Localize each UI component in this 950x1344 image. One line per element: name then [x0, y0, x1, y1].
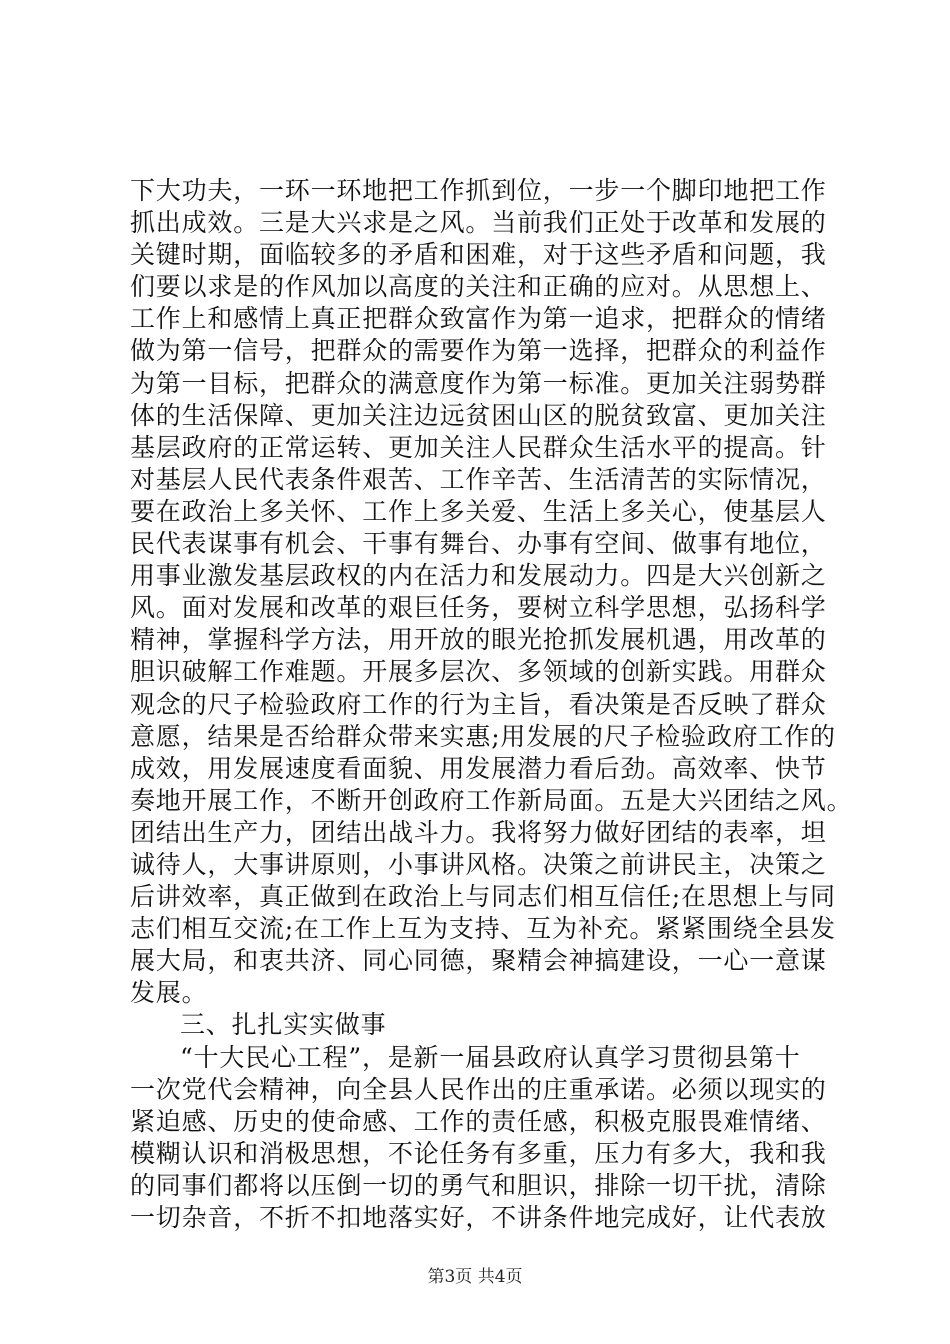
text-line: 成效，用发展速度看面貌、用发展潜力看后劲。高效率、快节 — [130, 753, 827, 783]
text-line: 为第一目标，把群众的满意度作为第一标准。更加关注弱势群 — [130, 368, 827, 398]
text-line: 紧迫感、历史的使命感、工作的责任感，积极克服畏难情绪、 — [130, 1106, 827, 1136]
text-line: 做为第一信号，把群众的需要作为第一选择，把群众的利益作 — [130, 336, 827, 366]
text-line: 基层政府的正常运转、更加关注人民群众生活水平的提高。针 — [130, 432, 827, 462]
text-line: 一次党代会精神，向全县人民作出的庄重承诺。必须以现实的 — [130, 1074, 827, 1104]
text-line: 要在政治上多关怀、工作上多关爱、生活上多关心，使基层人 — [130, 496, 827, 526]
text-line: 对基层人民代表条件艰苦、工作辛苦、生活清苦的实际情况， — [130, 464, 827, 494]
text-line: 展大局，和衷共济、同心同德，聚精会神搞建设，一心一意谋 — [130, 946, 827, 976]
text-line: 模糊认识和消极思想，不论任务有多重，压力有多大，我和我 — [130, 1138, 827, 1168]
text-line: “十大民心工程”，是新一届县政府认真学习贯彻县第十 — [180, 1042, 801, 1072]
text-line: 团结出生产力，团结出战斗力。我将努力做好团结的表率，坦 — [130, 817, 827, 847]
section-heading: 三、扎扎实实做事 — [180, 1010, 387, 1040]
text-line: 志们相互交流;在工作上互为支持、互为补充。紧紧围绕全县发 — [130, 914, 836, 944]
text-line: 工作上和感情上真正把群众致富作为第一追求，把群众的情绪 — [130, 304, 827, 334]
text-line: 精神，掌握科学方法，用开放的眼光抢抓发展机遇，用改革的 — [130, 625, 827, 655]
text-line: 意愿，结果是否给群众带来实惠;用发展的尺子检验政府工作的 — [130, 721, 836, 751]
text-line: 下大功夫，一环一环地把工作抓到位，一步一个脚印地把工作 — [130, 176, 827, 205]
text-line: 风。面对发展和改革的艰巨任务，要树立科学思想，弘扬科学 — [130, 593, 827, 623]
body-text — [130, 175, 853, 1234]
text-line: 们要以求是的作风加以高度的关注和正确的应对。从思想上、 — [130, 272, 827, 302]
text-line: 的同事们都将以压倒一切的勇气和胆识，排除一切干扰，清除 — [130, 1170, 827, 1200]
text-line: 观念的尺子检验政府工作的行为主旨，看决策是否反映了群众 — [130, 689, 827, 719]
text-line: 抓出成效。三是大兴求是之风。当前我们正处于改革和发展的 — [130, 208, 827, 238]
text-line: 体的生活保障、更加关注边远贫困山区的脱贫致富、更加关注 — [130, 400, 827, 430]
text-line: 奏地开展工作，不断开创政府工作新局面。五是大兴团结之风。 — [130, 785, 853, 815]
text-line: 关键时期，面临较多的矛盾和困难，对于这些矛盾和问题，我 — [130, 240, 827, 270]
text-line: 一切杂音，不折不扣地落实好，不讲条件地完成好，让代表放 — [130, 1203, 827, 1232]
text-line: 用事业激发基层政权的内在活力和发展动力。四是大兴创新之 — [130, 561, 827, 591]
text-line: 胆识破解工作难题。开展多层次、多领域的创新实践。用群众 — [130, 657, 827, 687]
text-line: 后讲效率，真正做到在政治上与同志们相互信任;在思想上与同 — [130, 882, 836, 912]
text-line: 诚待人，大事讲原则，小事讲风格。决策之前讲民主，决策之 — [130, 849, 827, 879]
text-line: 民代表谋事有机会、干事有舞台、办事有空间、做事有地位， — [130, 529, 827, 559]
text-line: 发展。 — [130, 978, 208, 1008]
page-number-footer: 第3页 共4页 — [427, 1267, 523, 1287]
